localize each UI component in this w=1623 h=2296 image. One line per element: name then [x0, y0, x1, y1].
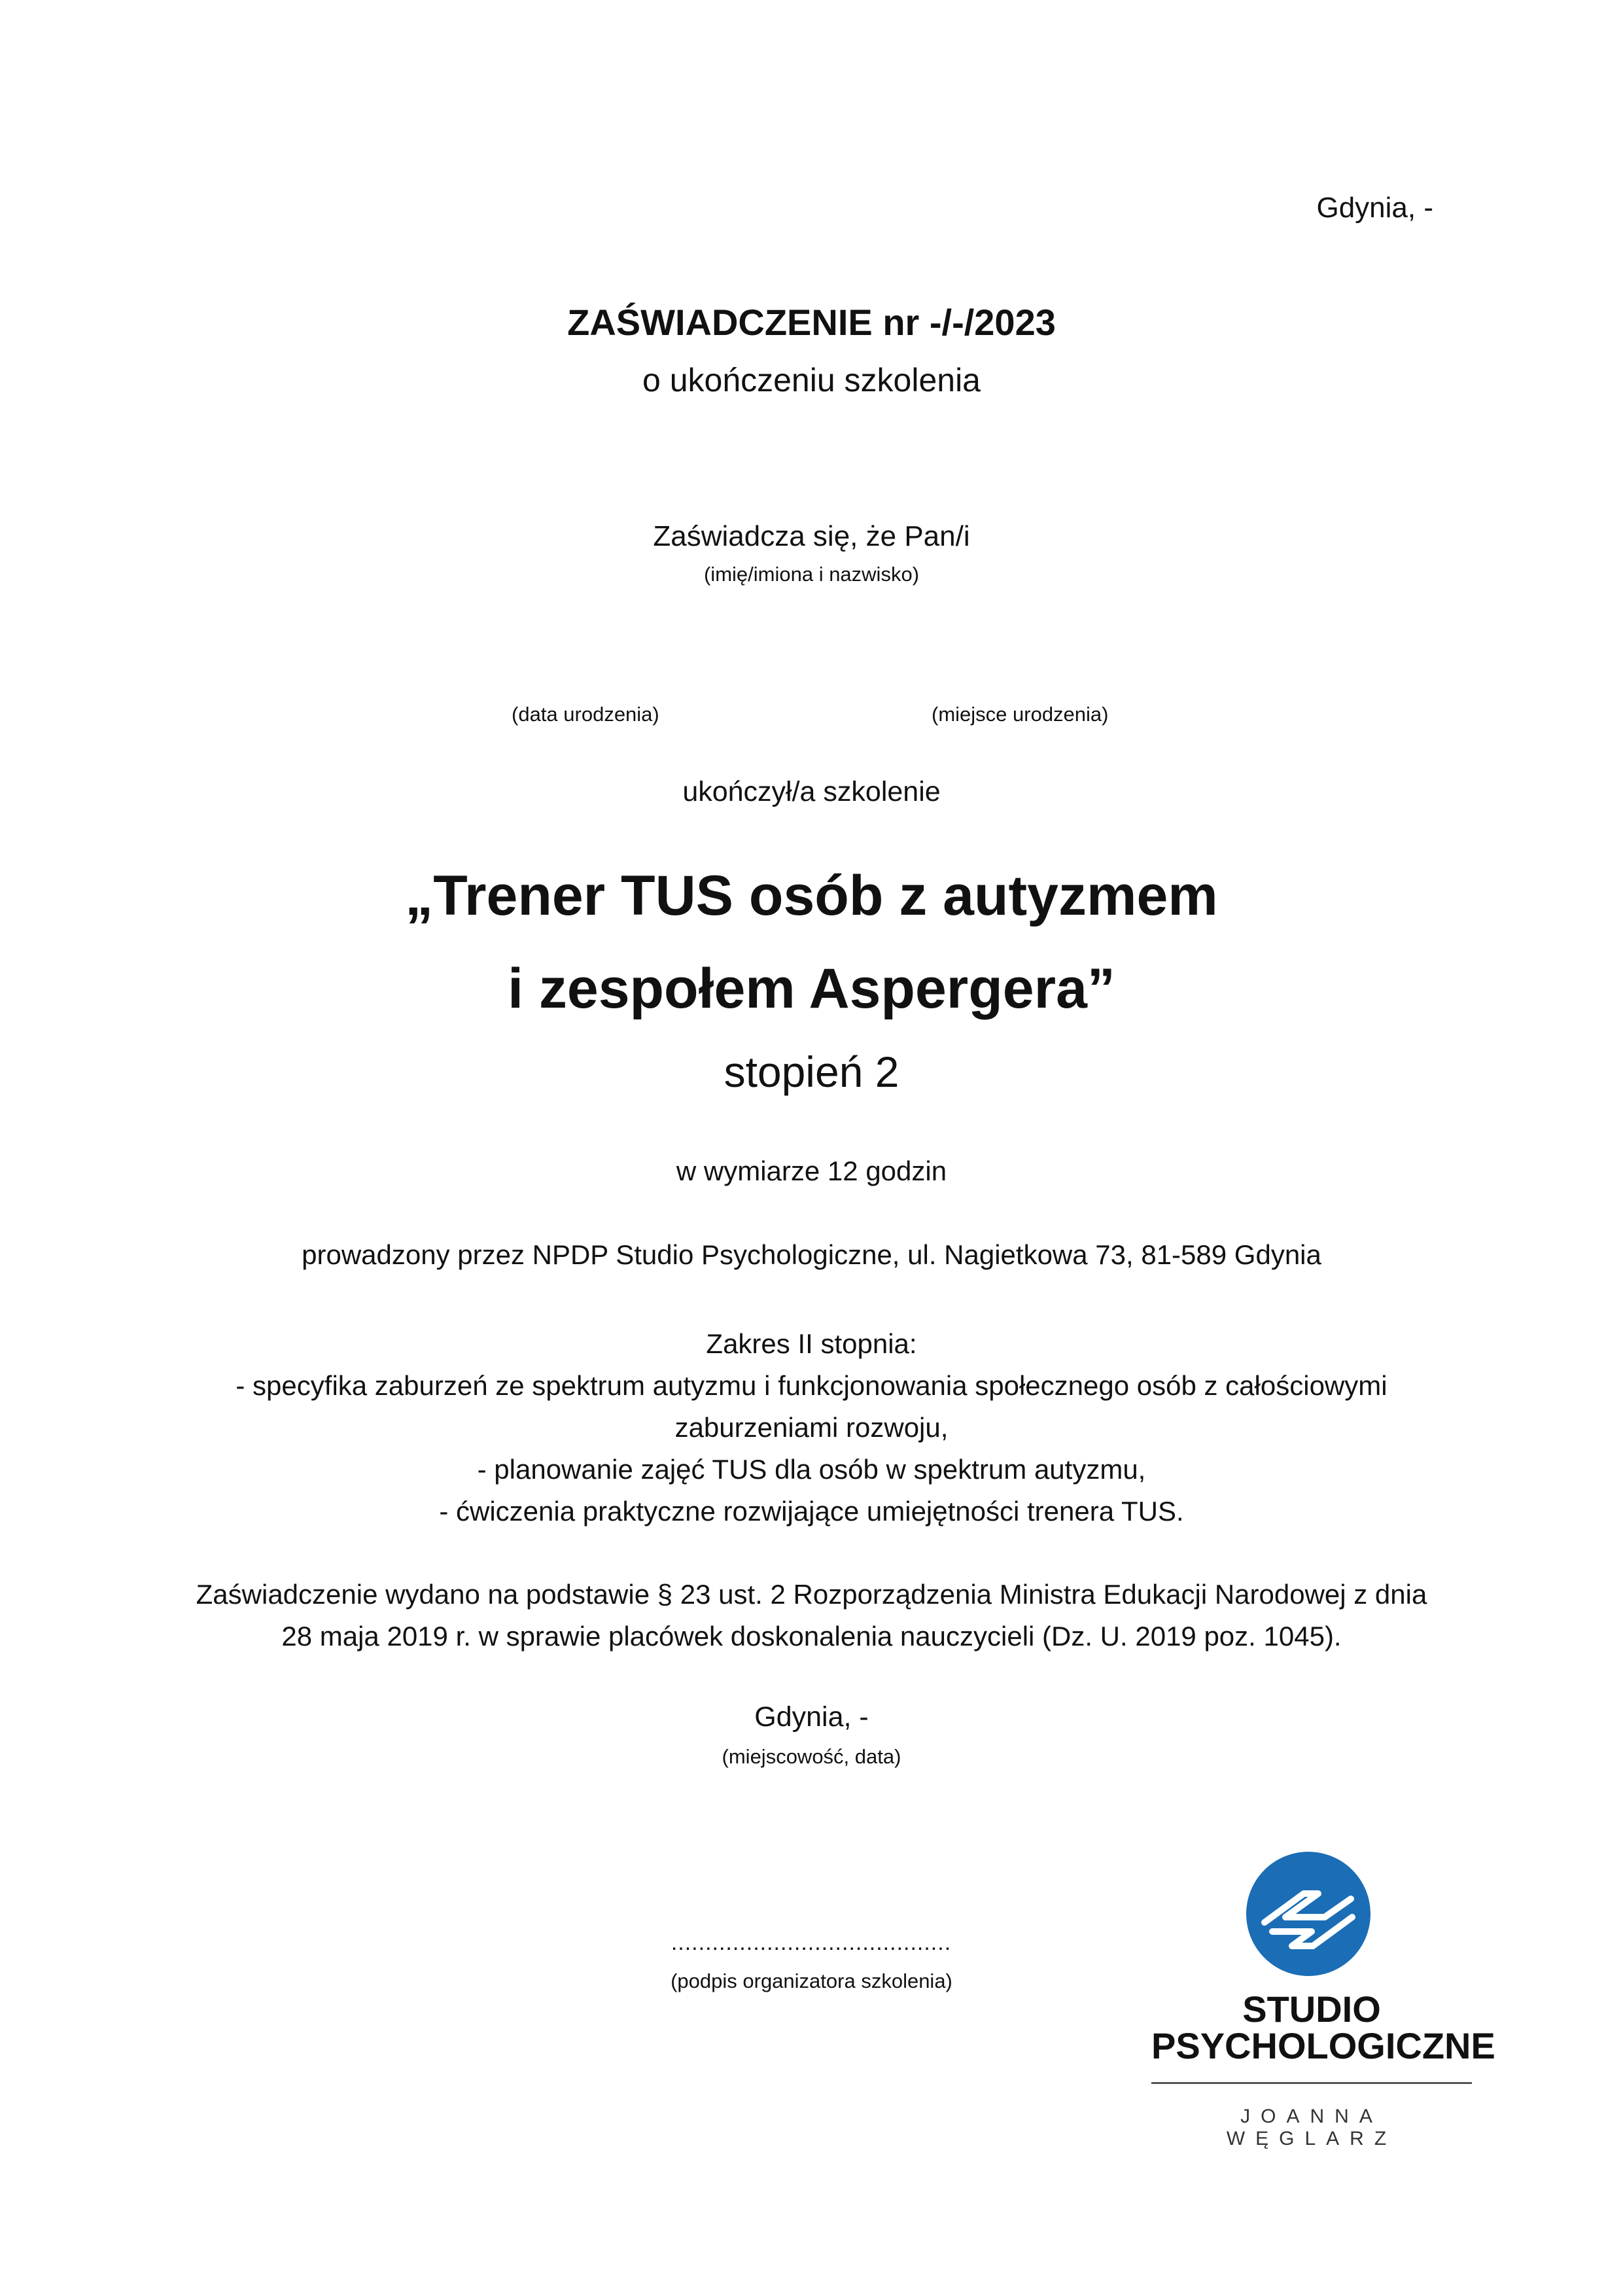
scope-line: zaburzeniami rozwoju, — [674, 1412, 949, 1443]
signature-hint: (podpis organizatora szkolenia) — [671, 1969, 952, 1992]
course-title-line2: i zespołem Aspergera” — [508, 957, 1115, 1020]
name-hint: (imię/imiona i nazwisko) — [703, 563, 920, 586]
logo-name-line2: PSYCHOLOGICZNE — [1151, 2025, 1495, 2066]
studio-logo-icon — [1246, 1852, 1370, 1976]
footer-place-date: Gdynia, - — [754, 1701, 869, 1733]
certificate-title: ZAŚWIADCZENIE nr -/-/2023 — [567, 302, 1056, 343]
studio-logo — [1151, 1852, 1495, 2149]
course-hours: w wymiarze 12 godzin — [676, 1156, 947, 1186]
certificate-subtitle: o ukończeniu szkolenia — [642, 362, 981, 398]
scope-section — [0, 1323, 1623, 1532]
scope-line: - ćwiczenia praktyczne rozwijające umiejętności trenera TUS. — [439, 1496, 1184, 1527]
course-provider: prowadzony przez NPDP Studio Psychologiczne, ul. Nagietkowa 73, 81-589 Gdynia — [302, 1239, 1321, 1270]
scope-heading: Zakres II stopnia: — [706, 1328, 917, 1359]
legal-line: Zaświadczenie wydano na podstawie § 23 ust. 2 Rozporządzenia Ministra Edukacji Narodowej z dnia — [196, 1579, 1427, 1610]
logo-divider — [1151, 2082, 1472, 2084]
participant-intro: Zaświadcza się, że Pan/i — [653, 520, 970, 552]
place-date-hint: (miejscowość, data) — [722, 1745, 901, 1768]
completed-text: ukończył/a szkolenie — [682, 776, 941, 807]
birth-date-hint: (data urodzenia) — [512, 703, 659, 726]
scope-line: - specyfika zaburzeń ze spektrum autyzmu i funkcjonowania społecznego osób z całościowymi — [236, 1370, 1387, 1401]
course-degree: stopień 2 — [724, 1048, 899, 1096]
signature-line: ......................................... — [671, 1930, 952, 1955]
legal-line: 28 maja 2019 r. w sprawie placówek doskonalenia nauczycieli (Dz. U. 2019 poz. 1045). — [281, 1621, 1342, 1651]
logo-person-name: JOANNA WĘGLARZ — [1226, 2106, 1397, 2149]
legal-basis — [0, 1574, 1623, 1657]
course-title-line1: „Trener TUS osób z autyzmem — [405, 864, 1218, 927]
logo-name-line1: STUDIO — [1242, 1988, 1381, 2030]
issue-place-date: Gdynia, - — [1316, 192, 1433, 224]
birth-place-hint: (miejsce urodzenia) — [932, 703, 1109, 726]
scope-line: - planowanie zajęć TUS dla osób w spektrum autyzmu, — [477, 1454, 1146, 1485]
